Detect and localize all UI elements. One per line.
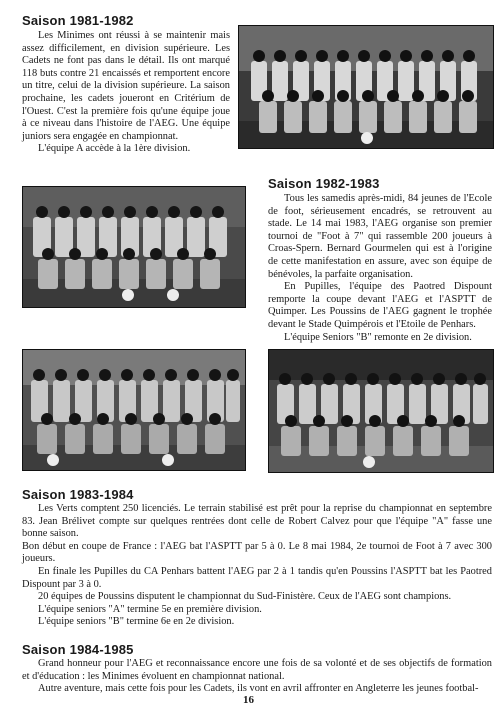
paragraph: En finale les Pupilles du CA Penhars battent l'AEG par 2 à 1 tandis qu'en Poussins l'ASPTT bat les Paotred Dispount par 3 à 0. <box>22 565 492 590</box>
team-photo-1981-82 <box>238 25 494 149</box>
paragraph: L'équipe seniors "B" termine 6e en 2e division. <box>38 616 235 628</box>
season-1982-1983-text <box>268 193 492 344</box>
season-1981-1982-text <box>22 30 230 156</box>
page-number: 16 <box>243 694 254 706</box>
paragraph: Bon début en coupe de France : l'AEG bat l'ASPTT par 5 à 0. Le 8 mai 1984, 2e tournoi de Foot à 7 avec 300 joueurs. <box>22 540 492 565</box>
season-1984-1985-title: Saison 1984-1985 <box>22 642 134 657</box>
team-photo-1982-83-c <box>268 349 494 473</box>
paragraph: Les Minimes ont réussi à se maintenir mais assez difficilement, en division supérieure. Les Cadets ne font pas dans le détail. Ils ont marqué 118 buts contre 21 encaissés et remportent encore un titre, celui de la division supérieure. La saison prochaine, les cadets joueront en Critérium de l'Ouest. C'est la première fois qu'une équipe joue à ce niveau dans l'histoire de l'AEG. Une équipe juniors sera engagée en championnat. <box>22 30 230 142</box>
paragraph: L'équipe A accède à la 1ère division. <box>38 143 191 155</box>
paragraph: L'équipe Seniors "B" remonte en 2e division. <box>284 331 472 343</box>
paragraph: 20 équipes de Poussins disputent le championnat du Sud-Finistère. Ceux de l'AEG sont champions. <box>38 591 452 603</box>
paragraph: Grand honneur pour l'AEG et reconnaissance encore une fois de sa volonté et de ses objectifs de formation et d'éducation : les Minimes évoluent en championnat national. <box>22 658 492 682</box>
paragraph: Tous les samedis après-midi, 84 jeunes de l'Ecole de foot, sérieusement encadrés, se retrouvent au stade. Le 14 mai 1983, l'AEG organise son premier tournoi de "Foot à 7" qui rassemble 200 joueurs à Croas-Spern. Bernard Gourmelen qui est à l'origine de cette manifestation en assure, avec son équipe de bénévoles, la parfaite organisation. <box>268 193 492 280</box>
season-1981-1982-title: Saison 1981-1982 <box>22 13 134 28</box>
season-1984-1985-text <box>22 658 492 696</box>
team-photo-1982-83-a <box>22 186 246 308</box>
team-photo-1982-83-b <box>22 349 246 471</box>
season-1982-1983-title: Saison 1982-1983 <box>268 176 380 191</box>
paragraph: En Pupilles, l'équipe des Paotred Dispount remporte la coupe devant l'AEG et l'ASPTT de Quimper. Les Poussins de l'AEG gagnent le trophée devant le Stade Quimpérois et l'Etoile de Penhars. <box>268 281 492 330</box>
paragraph: Les Verts comptent 250 licenciés. Le terrain stabilisé est prêt pour la reprise du championnat en septembre 83. Jean Brélivet compte sur quelques rentrées dont celle de Robert Calvez pour que l'équipe "A" fasse une bonne saison. <box>22 503 492 540</box>
paragraph: Autre aventure, mais cette fois pour les Cadets, ils vont en avril affronter en Angleterre les jeunes footbal- <box>38 683 479 695</box>
season-1983-1984-title: Saison 1983-1984 <box>22 487 134 502</box>
season-1983-1984-text <box>22 503 492 629</box>
paragraph: L'équipe seniors "A" termine 5e en première division. <box>38 603 262 615</box>
